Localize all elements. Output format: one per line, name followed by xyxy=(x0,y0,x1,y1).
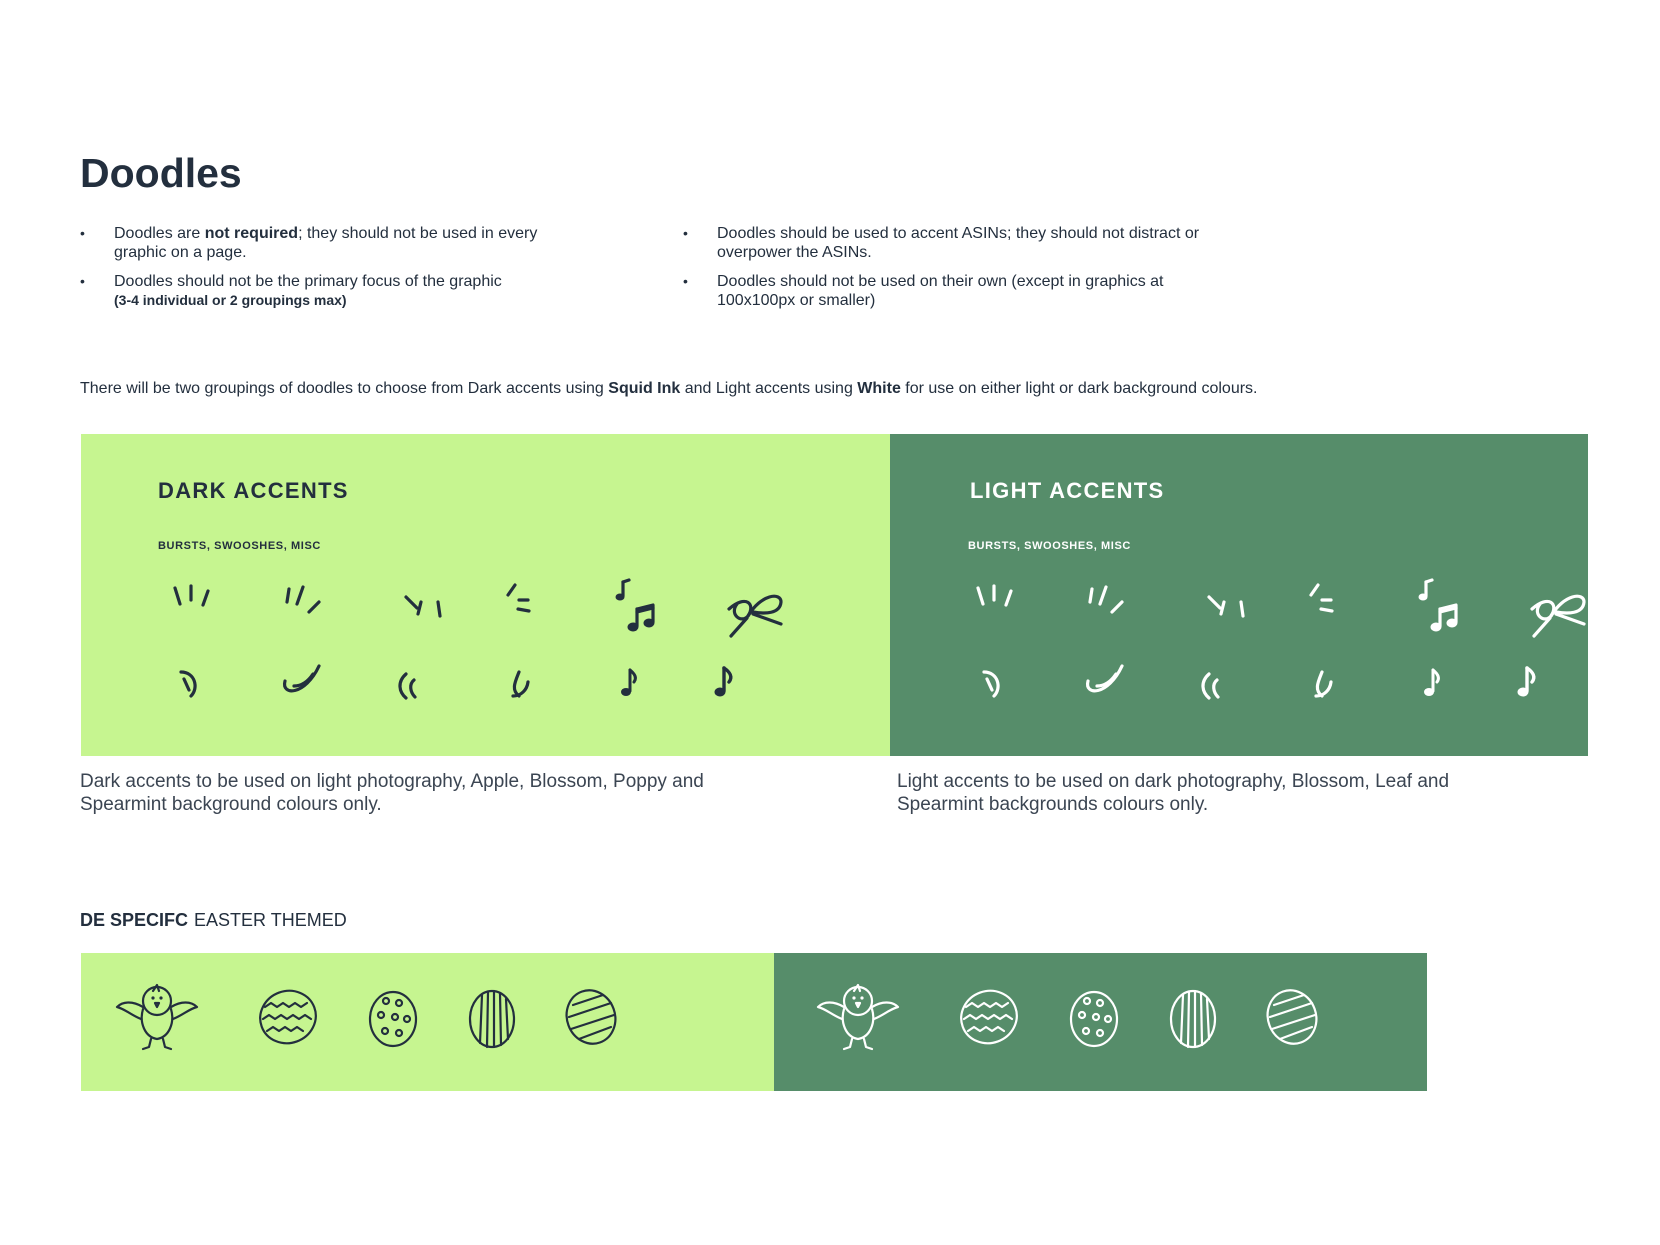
chick-icon xyxy=(818,985,898,1049)
chick-eye xyxy=(159,996,162,999)
chick-eye xyxy=(860,996,863,999)
eighth-note-bold-head xyxy=(1518,688,1529,697)
swoosh-check-icon xyxy=(285,666,319,691)
swoosh-hook-icon xyxy=(1316,672,1331,696)
guideline-item: • Doodles should not be the primary focus of the graphic (3-4 individual or 2 groupings max) xyxy=(80,272,580,310)
dark-accents-title: DARK ACCENTS xyxy=(158,478,349,503)
light-accents-caption: Light accents to be used on dark photography, Blossom, Leaf and Spearmint backgrounds colours only. xyxy=(897,771,1450,815)
light-doodles xyxy=(890,434,1588,756)
swoosh-hook-icon xyxy=(513,672,528,696)
swoosh-arc-icon xyxy=(984,672,998,696)
note-heads xyxy=(616,594,655,632)
swoosh-paren-icon xyxy=(1203,674,1218,698)
guidelines-list-right xyxy=(683,224,1203,320)
diagonal-egg-icon xyxy=(559,983,623,1050)
zigzag-egg-icon xyxy=(253,983,323,1051)
chick-icon xyxy=(117,985,197,1049)
de-easter-heading: DE SPECIFC EASTER THEMED xyxy=(80,910,347,930)
note-heads xyxy=(1419,594,1458,632)
guidelines-list-left xyxy=(80,224,580,320)
dark-doodles xyxy=(81,434,890,756)
easter-strip-light xyxy=(81,953,774,1091)
swoosh-arc-icon xyxy=(181,672,195,696)
swoosh-paren-icon xyxy=(400,674,415,698)
easter-strip-dark xyxy=(774,953,1427,1091)
guideline-item: • Doodles should be used to accent ASINs; they should not distract or overpower the ASINs. xyxy=(683,224,1203,262)
burst-fan-icon xyxy=(1209,597,1243,616)
intro-text: There will be two groupings of doodles to choose from Dark accents using Squid Ink and Light accents using White for use on either light or dark background colours. xyxy=(80,380,1258,397)
ribbon-bow-icon xyxy=(1532,596,1584,636)
eighth-note-bold-head xyxy=(715,688,726,697)
striped-egg-icon xyxy=(1171,991,1215,1047)
striped-egg-icon xyxy=(470,991,514,1047)
chick-eye xyxy=(151,996,154,999)
easter-doodles-light xyxy=(774,953,1427,1091)
eighth-note-icon xyxy=(630,670,635,691)
diagonal-egg-icon xyxy=(1260,983,1324,1050)
eighth-note-bold-icon xyxy=(1527,668,1534,691)
dark-accents-caption: Dark accents to be used on light photography, Apple, Blossom, Poppy and Spearmint background colours only. xyxy=(80,771,704,815)
light-accents-subtitle: BURSTS, SWOOSHES, MISC xyxy=(968,540,1131,552)
easter-doodles-dark xyxy=(81,953,774,1091)
burst-side-icon xyxy=(508,585,529,611)
zigzag-egg-icon xyxy=(954,983,1024,1051)
swoosh-check-icon xyxy=(1088,666,1122,691)
dark-accents-subtitle: BURSTS, SWOOSHES, MISC xyxy=(158,540,321,552)
burst-three-icon xyxy=(978,586,1011,605)
ribbon-bow-icon xyxy=(729,596,781,636)
guideline-item: • Doodles are not required; they should not be used in every graphic on a page. xyxy=(80,224,580,262)
light-accents-panel xyxy=(890,434,1588,756)
eighth-note-head xyxy=(1424,688,1434,696)
burst-slash-icon xyxy=(1090,587,1122,612)
burst-three-icon xyxy=(175,586,208,605)
eighth-note-icon xyxy=(1433,670,1438,691)
burst-side-icon xyxy=(1311,585,1332,611)
dotted-egg-icon xyxy=(1071,992,1117,1046)
guideline-item: • Doodles should not be used on their own (except in graphics at 100x100px or smaller) xyxy=(683,272,1203,310)
dark-accents-panel xyxy=(81,434,890,756)
light-accents-title: LIGHT ACCENTS xyxy=(970,478,1165,503)
burst-slash-icon xyxy=(287,587,319,612)
burst-fan-icon xyxy=(406,597,440,616)
chick-eye xyxy=(852,996,855,999)
eighth-note-head xyxy=(621,688,631,696)
page-title: Doodles xyxy=(80,150,242,196)
dotted-egg-icon xyxy=(370,992,416,1046)
eighth-note-bold-icon xyxy=(724,668,731,691)
